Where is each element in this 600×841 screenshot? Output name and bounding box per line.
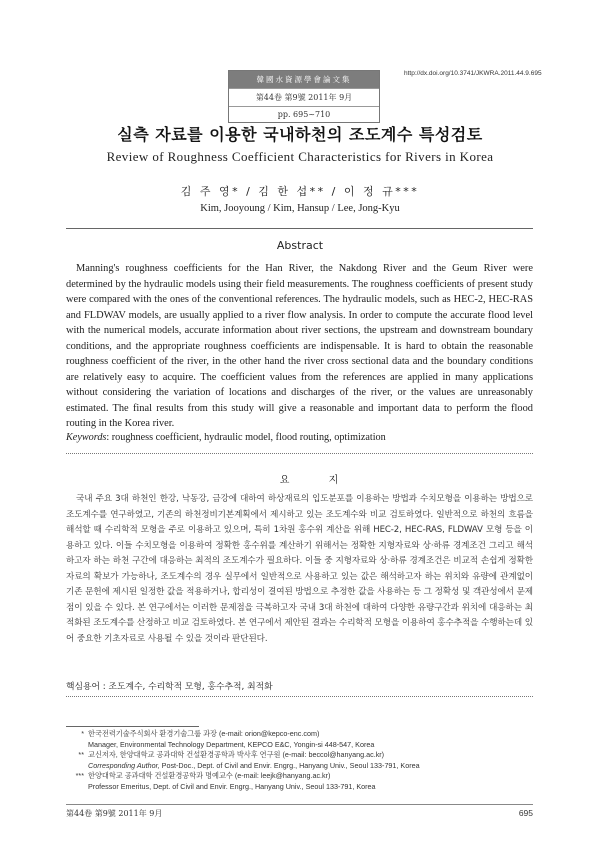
journal-pages: pp. 695~710 [229,106,379,122]
footnote-affiliation-korean: 한양대학교 공과대학 건설환경공학과 명예교수 (e-mail: leejk@hanyang.ac.kr) [88,771,331,781]
corresponding-author-label: Corresponding Author, [88,760,160,770]
footnote-item [70,729,540,750]
footnote-affiliation-english-text: Post-Doc., Dept. of Civil and Envir. Engrg., Hanyang Univ., Seoul 133-791, Korea [159,760,420,770]
footnote-item [70,750,540,771]
footnote-affiliation-english: Professor Emeritus, Dept. of Civil and Envir. Engrg., Hanyang Univ., Seoul 133-791, Korea [88,781,376,791]
keywords-label: Keywords [66,432,107,443]
footnotes [70,729,540,793]
abstract-top-rule [66,228,533,229]
abstract-bottom-rule [66,453,533,454]
authors-english: Kim, Jooyoung / Kim, Hansup / Lee, Jong-Kyu [200,203,400,214]
title-english: Review of Roughness Coefficient Characteristics for Rivers in Korea [106,149,494,164]
footnote-mark: *** [75,771,84,781]
footnote-mark: * [81,729,84,738]
footer-issue: 第44卷 第9號 2011年 9月 [66,809,163,818]
journal-info-box [228,70,380,123]
footnote-affiliation-korean: 한국전력기술주식회사 환경기술그룹 과장 (e-mail: orion@kepco-enc.com) [88,729,320,738]
korean-abstract-heading: 요 지 [279,475,357,486]
korean-abstract-body: 국내 주요 3대 하천인 한강, 낙동강, 금강에 대하여 하상재료의 입도분포를 이용하는 방법과 수치모형을 이용하는 방법으로 조도계수를 연구하였고, 기존의 하천정비기본계획에서 제시하고 있는 조도계수와 비교 검토하였다. 일반적으로 하천의 흐름을 해석할 때 수리학적 모형을 주로 이용하고 있으며, 특히 1차원 홍수위 계산을 위해 HEC-2, HEC-RAS, FLDWAV 모형 등을 이용하고 있다. 이들 수치모형을 이용하여 정확한 홍수위를 계산하기 위해서는 정확한 지형자료와 상·하류 경계조건 그리고 해석하고자 하는 하천 구간에 대응하는 최적의 조도계수가 필요하다. 이들 중 지형자료와 상·하류 경계조건은 비교적 손쉽게 정확한 자료의 확보가 가능하나, 조도계수의 경우 실무에서 일반적으로 사용하고 있는 값은 해석하고자 하는 위치와 유량에 관계없이 기존 문헌에 제시된 일정한 값을 적용하거나, 합리성이 결여된 방법으로 추정한 값을 사용하는 등 그 정확성 및 객관성에서 문제점이 있을 수 있다. 본 연구에서는 이러한 문제점을 극복하고자 국내 3대 하천에 대하여 다양한 유량구간과 위치에 대응하는 최적화된 조도계수를 산정하고 비교 검토하였다. 본 연구에서 제안된 결과는 수리학적 모형을 이용하여 홍수추적을 수행하는데 있어 중요한 기초자료로 사용될 수 있을 것이라 판단된다. [66,494,533,644]
title-korean: 실측 자료를 이용한 국내하천의 조도계수 특성검토 [117,125,483,144]
footnote-mark: ** [78,750,84,760]
journal-volume-issue: 第44卷 第9號 2011年 9月 [229,88,379,106]
journal-name: 韓國水資源學會論文集 [229,71,379,88]
footnote-affiliation-english: Manager, Environmental Technology Department, KEPCO E&C, Yongin-si 448-547, Korea [88,739,375,749]
footnote-affiliation-korean: 교신저자, 한양대학교 공과대학 건설환경공학과 박사후 연구원 (e-mail: beccol@hanyang.ac.kr) [88,750,385,760]
footnote-item [70,771,540,792]
keywords-korean: 핵심용어 : 조도계수, 수리학적 모형, 홍수추적, 최적화 [66,682,273,692]
footer-rule [66,804,533,805]
korean-abstract-bottom-rule [66,696,533,697]
abstract-body: Manning's roughness coefficients for the Han River, the Nakdong River and the Geum River were determined by the hydraulic models using their field measurements. The roughness coefficients of present study were compared with the ones of the conventional references. The hydraulic models, such as HEC-2, HEC-RAS and FLDWAV models, are usually applied to a river flow analysis. In order to compute the accurate flood level with the numerical models, accurate information about river sections, the upstream and downstream boundary conditions, and the appropriate roughness coefficients are indispensable. It is hard to obtain the reasonable roughness coefficient of the river, in the other hand the river cross sectional data and the boundary conditions are relatively easy to acquire. The coefficient values from the references are applied in many applications without considering the variation of locations and discharges of the river, or the values are unreasonably estimated. The final results from this study will give a reasonable and important data to perform the flood routing in the Korea river. [66,263,533,429]
footnote-affiliation-english [70,761,540,772]
doi-link[interactable]: http://dx.doi.org/10.3741/JKWRA.2011.44.9.695 [404,70,542,77]
abstract-heading: Abstract [276,239,324,252]
footnote-rule [66,726,199,727]
page-number: 695 [518,808,533,818]
keywords-english [66,432,533,443]
keywords-list: : roughness coefficient, hydraulic model, flood routing, optimization [106,432,386,443]
authors-korean: 김 주 영* / 김 한 섭** / 이 정 규*** [180,185,420,198]
